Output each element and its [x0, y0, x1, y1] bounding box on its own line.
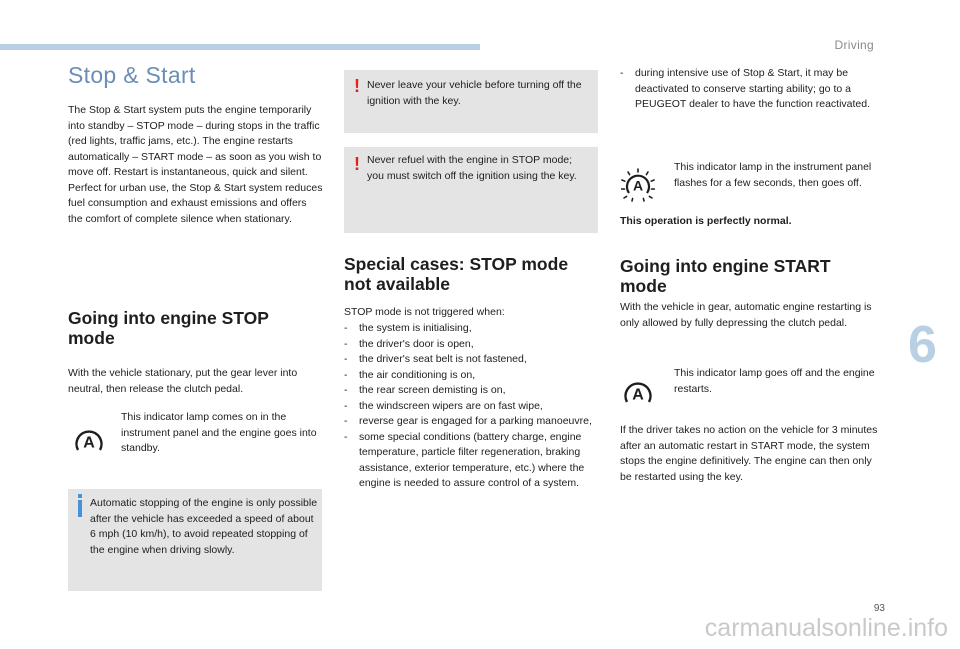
info-box-text: Automatic stopping of the engine is only possible after the vehicle has exceeded a speed of about 6 mph (10 km/h), to avoid repeated stopping of the engine when driving slowly. [90, 497, 318, 556]
warning-box-refuel [344, 147, 598, 233]
list-item: - the air conditioning is on, [344, 368, 598, 384]
lamp-off-row [620, 366, 876, 416]
warning-icon: ! [354, 76, 360, 96]
watermark: carmanualsonline.info [704, 614, 948, 642]
warning-box-ignition [344, 70, 598, 133]
list-item: - the driver's seat belt is not fastened, [344, 352, 598, 368]
stop-indicator-icon [72, 424, 106, 458]
page-number: 93 [873, 603, 885, 614]
list-item: - the driver's door is open, [344, 337, 598, 353]
list-item: - the system is initialising, [344, 321, 598, 337]
lamp-off-text: This indicator lamp goes off and the engine restarts. [674, 367, 875, 395]
list-item: - reverse gear is engaged for a parking manoeuvre, [344, 414, 598, 430]
final-paragraph: If the driver takes no action on the vehicle for 3 minutes after an automatic restart in START mode, the system stops the engine definitively. The engine can then only be restarted using the key. [620, 424, 878, 483]
lamp-on-text: This indicator lamp comes on in the instrument panel and the engine goes into standby. [121, 411, 317, 454]
warning-icon: ! [354, 154, 360, 174]
info-icon [78, 500, 82, 517]
header-accent-bar [0, 44, 480, 50]
page-title: Stop & Start [68, 62, 196, 88]
start-mode-heading: Going into engine START mode [620, 256, 831, 296]
info-box [68, 489, 322, 591]
warning-refuel-text: Never refuel with the engine in STOP mode; you must switch off the ignition using the key. [367, 154, 577, 182]
special-cases-list-continued [620, 66, 876, 113]
svg-text:A: A [632, 177, 644, 194]
special-cases-heading: Special cases: STOP mode not available [344, 254, 569, 294]
list-item: - the rear screen demisting is on, [344, 383, 598, 399]
flashing-indicator-icon [621, 168, 655, 202]
column-right [620, 66, 878, 483]
section-label: Driving [834, 38, 874, 52]
list-item: - the windscreen wipers are on fast wipe, [344, 399, 598, 415]
special-cases-intro: STOP mode is not triggered when: [344, 306, 505, 318]
svg-text:A: A [632, 386, 644, 404]
list-item: - some special conditions (battery charge, engine temperature, particle filter regeneration, braking assistance, exterior temperature, etc.) where the engine is needed to assure control of a system. [344, 430, 598, 492]
stop-mode-text: With the vehicle stationary, put the gear lever into neutral, then release the clutch pedal. [68, 367, 298, 395]
chapter-number: 6 [908, 316, 937, 374]
intro-paragraph: The Stop & Start system puts the engine temporarily into standby – STOP mode – during stops in the traffic (red lights, traffic jams, etc.). The engine restarts automatically – START mode – as soon as you wish to move off. Restart is instantaneous, quick and silent. Perfect for urban use, the Stop & Start system reduces fuel consumption and exhaust emissions and offers the comfort of complete silence when stationary. [68, 104, 323, 225]
stop-mode-heading: Going into engine STOP mode [68, 308, 269, 348]
start-mode-text: With the vehicle in gear, automatic engine restarting is only allowed by fully depressing the clutch pedal. [620, 301, 872, 329]
lamp-flash-text: This indicator lamp in the instrument panel flashes for a few seconds, then goes off. [674, 161, 872, 189]
special-cases-list [344, 321, 598, 492]
lamp-on-row [68, 410, 324, 475]
svg-text:A: A [83, 434, 95, 452]
warning-ignition-text: Never leave your vehicle before turning off the ignition with the key. [367, 79, 582, 107]
normal-operation-text: This operation is perfectly normal. [620, 215, 792, 227]
start-indicator-icon [621, 376, 655, 410]
lamp-flash-row [620, 160, 876, 210]
list-item: - during intensive use of Stop & Start, it may be deactivated to conserve starting ability; go to a PEUGEOT dealer to have the function reactivated. [620, 66, 876, 113]
column-left [68, 62, 324, 591]
